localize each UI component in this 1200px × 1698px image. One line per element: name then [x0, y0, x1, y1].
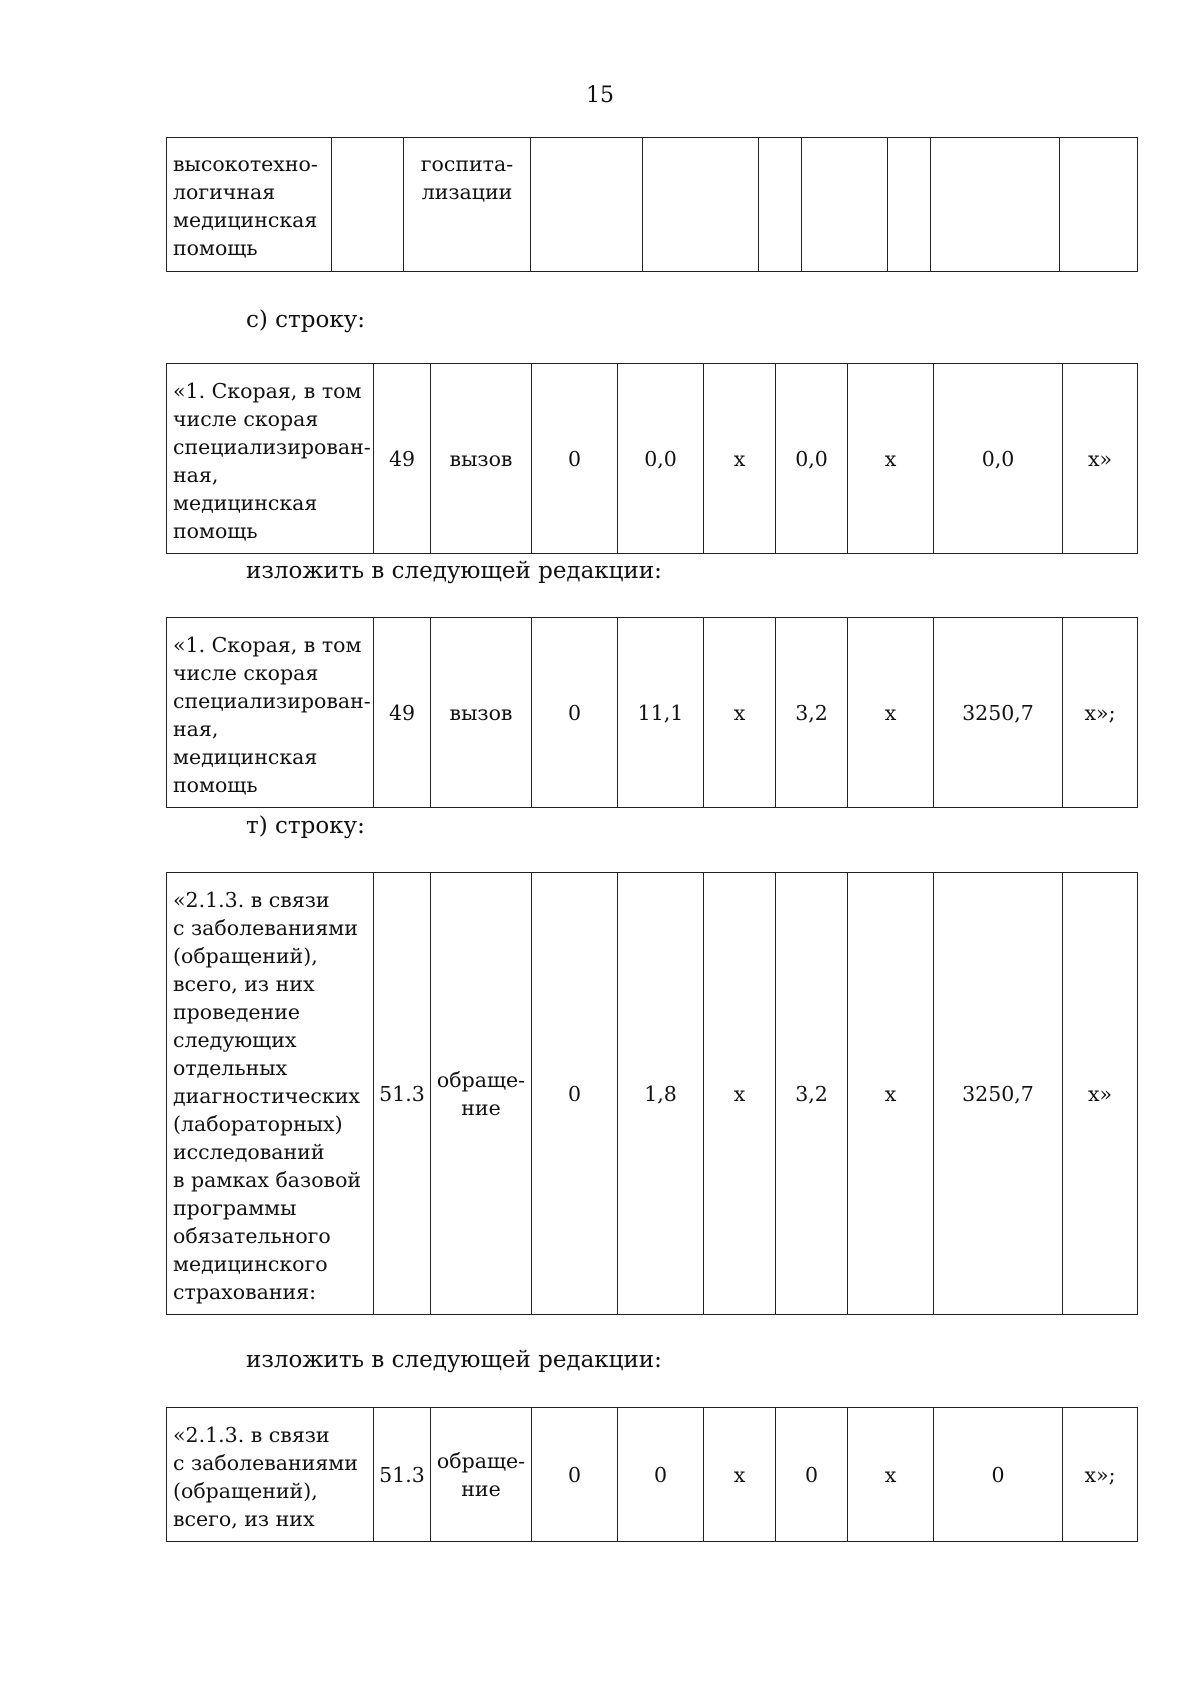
- code-cell: 51.3: [374, 1408, 431, 1542]
- value-cell: 3,2: [776, 873, 848, 1315]
- value-cell: 1,8: [618, 873, 704, 1315]
- paragraph-t-new: изложить в следующей редакции:: [246, 1347, 662, 1373]
- empty-cell: [332, 138, 404, 272]
- unit-cell: вызов: [431, 618, 532, 808]
- value-cell: х: [848, 1408, 934, 1542]
- value-cell: х»;: [1063, 1408, 1138, 1542]
- table-row: [167, 138, 1138, 272]
- value-cell: 0: [618, 1408, 704, 1542]
- empty-cell: [888, 138, 931, 272]
- code-cell: 51.3: [374, 873, 431, 1315]
- empty-cell: [759, 138, 802, 272]
- unit-cell: обраще- ние: [431, 873, 532, 1315]
- page-number: 15: [586, 83, 614, 108]
- value-cell: 3250,7: [934, 873, 1063, 1315]
- table-row: [167, 873, 1138, 1315]
- table-row-t-old: [166, 872, 1138, 1315]
- value-cell: 0: [532, 364, 618, 554]
- unit-cell: вызов: [431, 364, 532, 554]
- value-cell: х: [848, 364, 934, 554]
- value-cell: х»: [1063, 364, 1138, 554]
- value-cell: 0: [776, 1408, 848, 1542]
- value-cell: х: [704, 1408, 776, 1542]
- value-cell: 0: [934, 1408, 1063, 1542]
- value-cell: х: [704, 618, 776, 808]
- row-name-cell: «1. Скорая, в том числе скорая специализирован- ная, медицинская помощь: [167, 364, 374, 554]
- value-cell: 0: [532, 618, 618, 808]
- paragraph-c: с) строку:: [246, 307, 365, 333]
- code-cell: 49: [374, 364, 431, 554]
- table-row-c-old: [166, 363, 1138, 554]
- value-cell: х»;: [1063, 618, 1138, 808]
- value-cell: 3250,7: [934, 618, 1063, 808]
- table-row: [167, 1408, 1138, 1542]
- row-name-cell: «2.1.3. в связи с заболеваниями (обращений), всего, из них проведение следующих отдельных диагностических (лабораторных) исследований в рамках базовой программы обязательного медицинского страхования:: [167, 873, 374, 1315]
- row-name-cell: высокотехно- логичная медицинская помощь: [167, 138, 332, 272]
- empty-cell: [1060, 138, 1138, 272]
- table-row: [167, 364, 1138, 554]
- paragraph-c-new: изложить в следующей редакции:: [246, 558, 662, 584]
- table-row: [167, 618, 1138, 808]
- value-cell: 0,0: [618, 364, 704, 554]
- value-cell: х: [848, 618, 934, 808]
- table-top-continuation: [166, 137, 1138, 272]
- empty-cell: [931, 138, 1060, 272]
- table-row-c-new: [166, 617, 1138, 808]
- value-cell: х: [704, 364, 776, 554]
- unit-cell: обраще- ние: [431, 1408, 532, 1542]
- table-row-t-new: [166, 1407, 1138, 1542]
- value-cell: х»: [1063, 873, 1138, 1315]
- row-name-cell: «1. Скорая, в том числе скорая специализирован- ная, медицинская помощь: [167, 618, 374, 808]
- value-cell: 0: [532, 1408, 618, 1542]
- unit-cell: госпита- лизации: [404, 138, 531, 272]
- code-cell: 49: [374, 618, 431, 808]
- row-name-cell: «2.1.3. в связи с заболеваниями (обращений), всего, из них: [167, 1408, 374, 1542]
- value-cell: х: [704, 873, 776, 1315]
- value-cell: 3,2: [776, 618, 848, 808]
- paragraph-t: т) строку:: [246, 813, 365, 839]
- empty-cell: [531, 138, 643, 272]
- value-cell: 11,1: [618, 618, 704, 808]
- value-cell: 0,0: [934, 364, 1063, 554]
- value-cell: 0: [532, 873, 618, 1315]
- empty-cell: [643, 138, 759, 272]
- value-cell: х: [848, 873, 934, 1315]
- value-cell: 0,0: [776, 364, 848, 554]
- empty-cell: [802, 138, 888, 272]
